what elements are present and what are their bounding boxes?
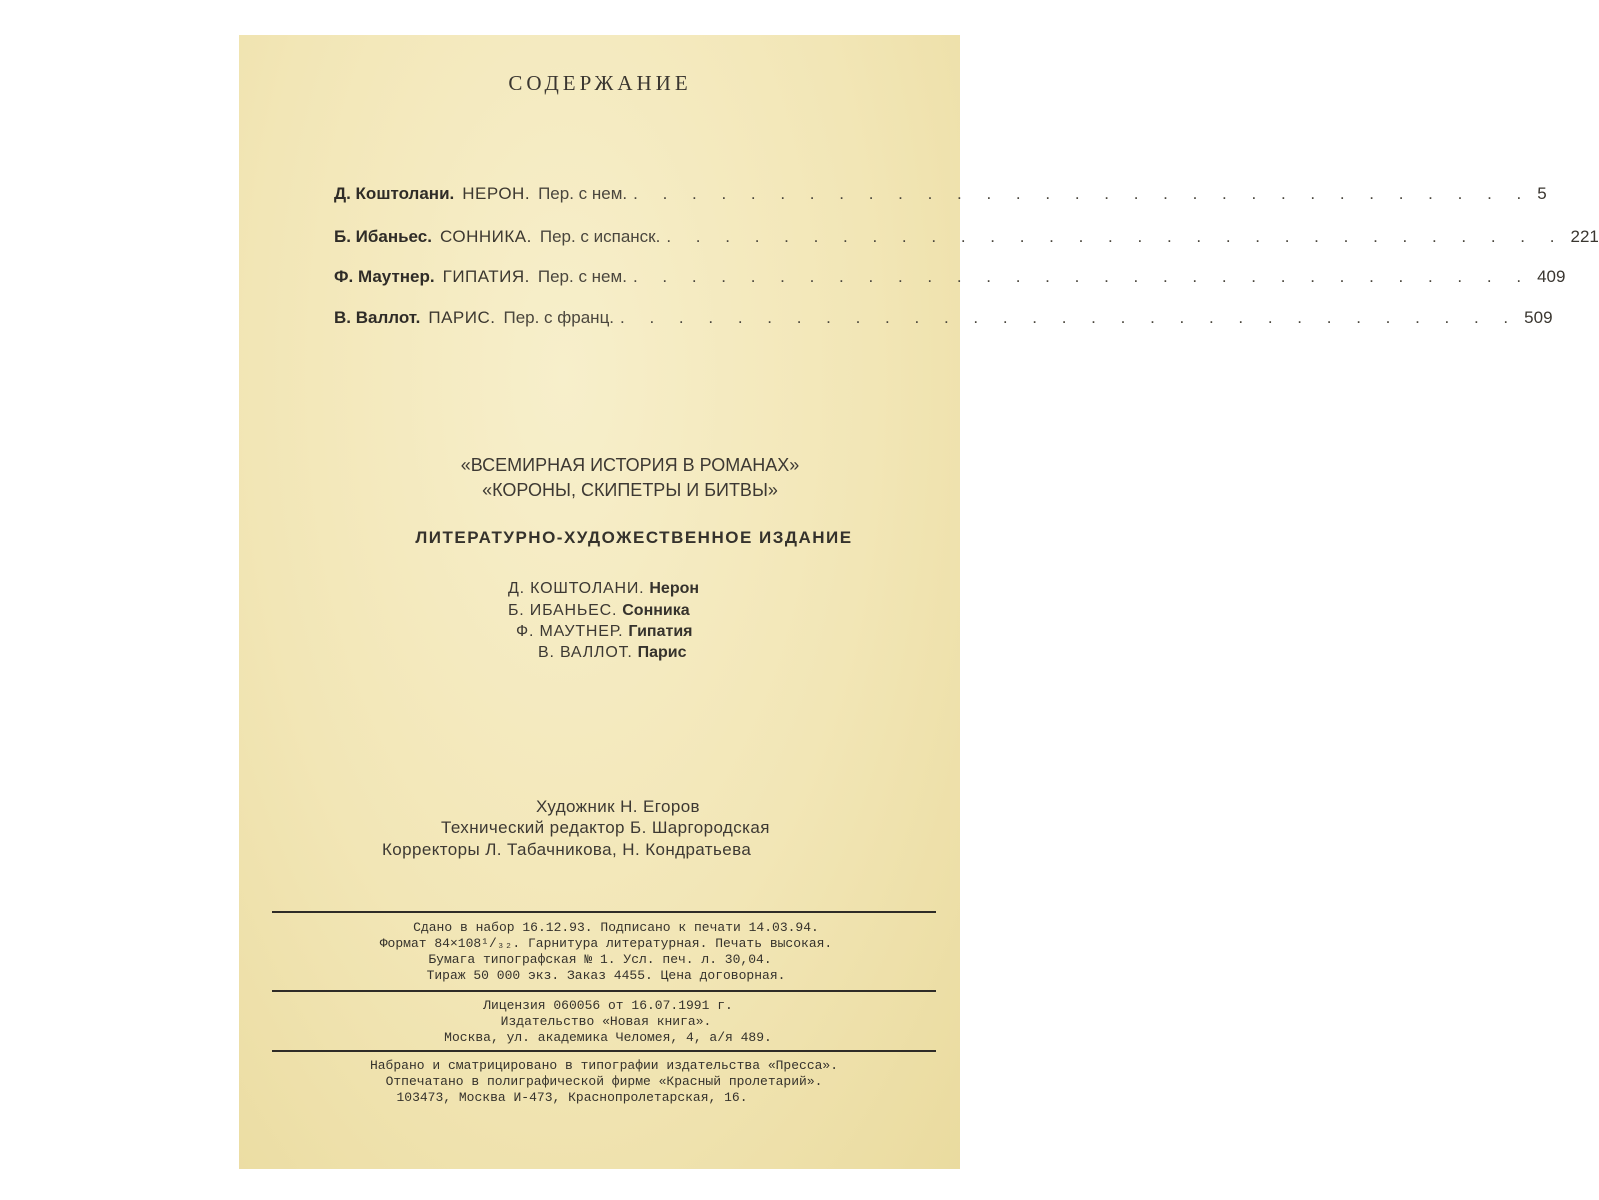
imprint-line: Лицензия 060056 от 16.07.1991 г. (483, 998, 733, 1013)
toc-leader-dots: . . . . . . . . . . . . . . . . . . . . . . . . . . . . . . . (632, 267, 1532, 286)
imprint-line: Тираж 50 000 экз. Заказ 4455. Цена договорная. (426, 968, 786, 983)
toc-page-number: 509 (1524, 308, 1553, 327)
contents-heading: СОДЕРЖАНИЕ (508, 71, 692, 95)
credit-proofreaders: Корректоры Л. Табачникова, Н. Кондратьева (382, 840, 752, 859)
toc-entry (334, 308, 1553, 332)
credit-artist: Художник Н. Егоров (536, 797, 700, 816)
toc-page-number: 221 (1570, 227, 1599, 246)
toc-author: В. Валлот. (334, 308, 421, 327)
toc-page-number: 409 (1537, 267, 1566, 286)
toc-leader-dots: . . . . . . . . . . . . . . . . . . . . . . . . . . . . . . . (633, 184, 1532, 203)
imprint-line: Отпечатано в полиграфической фирме «Красный пролетарий». (385, 1074, 823, 1089)
toc-title: ПАРИС. (428, 308, 496, 327)
toc-translation-note: Пер. с нем. (538, 184, 628, 203)
toc-title: ГИПАТИЯ. (442, 267, 530, 286)
toc-author: Д. Коштолани. (334, 184, 455, 203)
imprint-divider (272, 911, 936, 913)
contents-entry (508, 602, 828, 620)
imprint-line: Бумага типографская № 1. Усл. печ. л. 30,04. (428, 952, 772, 967)
edition-type: ЛИТЕРАТУРНО-ХУДОЖЕСТВЕННОЕ ИЗДАНИЕ (415, 528, 853, 547)
imprint-line: Москва, ул. академика Челомея, 4, а/я 489. (444, 1030, 772, 1045)
imprint-line: Набрано и сматрицировано в типографии издательства «Пресса». (369, 1058, 839, 1073)
series-title-line1: «ВСЕМИРНАЯ ИСТОРИЯ В РОМАНАХ» (460, 455, 800, 475)
imprint-divider (272, 990, 936, 992)
toc-entry (334, 184, 1547, 208)
toc-page-number: 5 (1537, 184, 1547, 203)
contents-title: Сонника (622, 602, 690, 619)
contents-entry (508, 580, 828, 598)
contents-entry (538, 644, 858, 662)
toc-author: Б. Ибаньес. (334, 227, 432, 246)
contents-title: Парис (637, 644, 687, 661)
contents-author: Ф. МАУТНЕР. (516, 623, 624, 640)
contents-author: Б. ИБАНЬЕС. (508, 602, 618, 619)
toc-translation-note: Пер. с нем. (537, 267, 627, 286)
imprint-divider (272, 1050, 936, 1052)
toc-leader-dots: . . . . . . . . . . . . . . . . . . . . . . . . . . . . . . . (666, 227, 1565, 246)
contents-author: В. ВАЛЛОТ. (538, 644, 633, 661)
imprint-line: Издательство «Новая книга». (500, 1014, 712, 1029)
toc-translation-note: Пер. с франц. (503, 308, 615, 327)
toc-entry (334, 227, 1599, 251)
imprint-line: Сдано в набор 16.12.93. Подписано к печати 14.03.94. (413, 920, 819, 935)
credit-technical-editor: Технический редактор Б. Шаргородская (441, 818, 770, 837)
toc-translation-note: Пер. с испанск. (539, 227, 661, 246)
toc-title: СОННИКА. (439, 227, 532, 246)
toc-leader-dots: . . . . . . . . . . . . . . . . . . . . . . . . . . . . . . . (620, 308, 1519, 327)
series-title-line2: «КОРОНЫ, СКИПЕТРЫ И БИТВЫ» (482, 480, 778, 500)
contents-entry (516, 623, 836, 641)
toc-entry (334, 267, 1566, 291)
imprint-line: Формат 84×108¹/₃₂. Гарнитура литературная. Печать высокая. (379, 936, 833, 951)
imprint-line: 103473, Москва И-473, Краснопролетарская, 16. (396, 1090, 748, 1105)
toc-author: Ф. Маутнер. (334, 267, 435, 286)
toc-title: НЕРОН. (462, 184, 531, 203)
contents-title: Нерон (649, 580, 700, 597)
contents-title: Гипатия (628, 623, 693, 640)
contents-author: Д. КОШТОЛАНИ. (508, 580, 645, 597)
